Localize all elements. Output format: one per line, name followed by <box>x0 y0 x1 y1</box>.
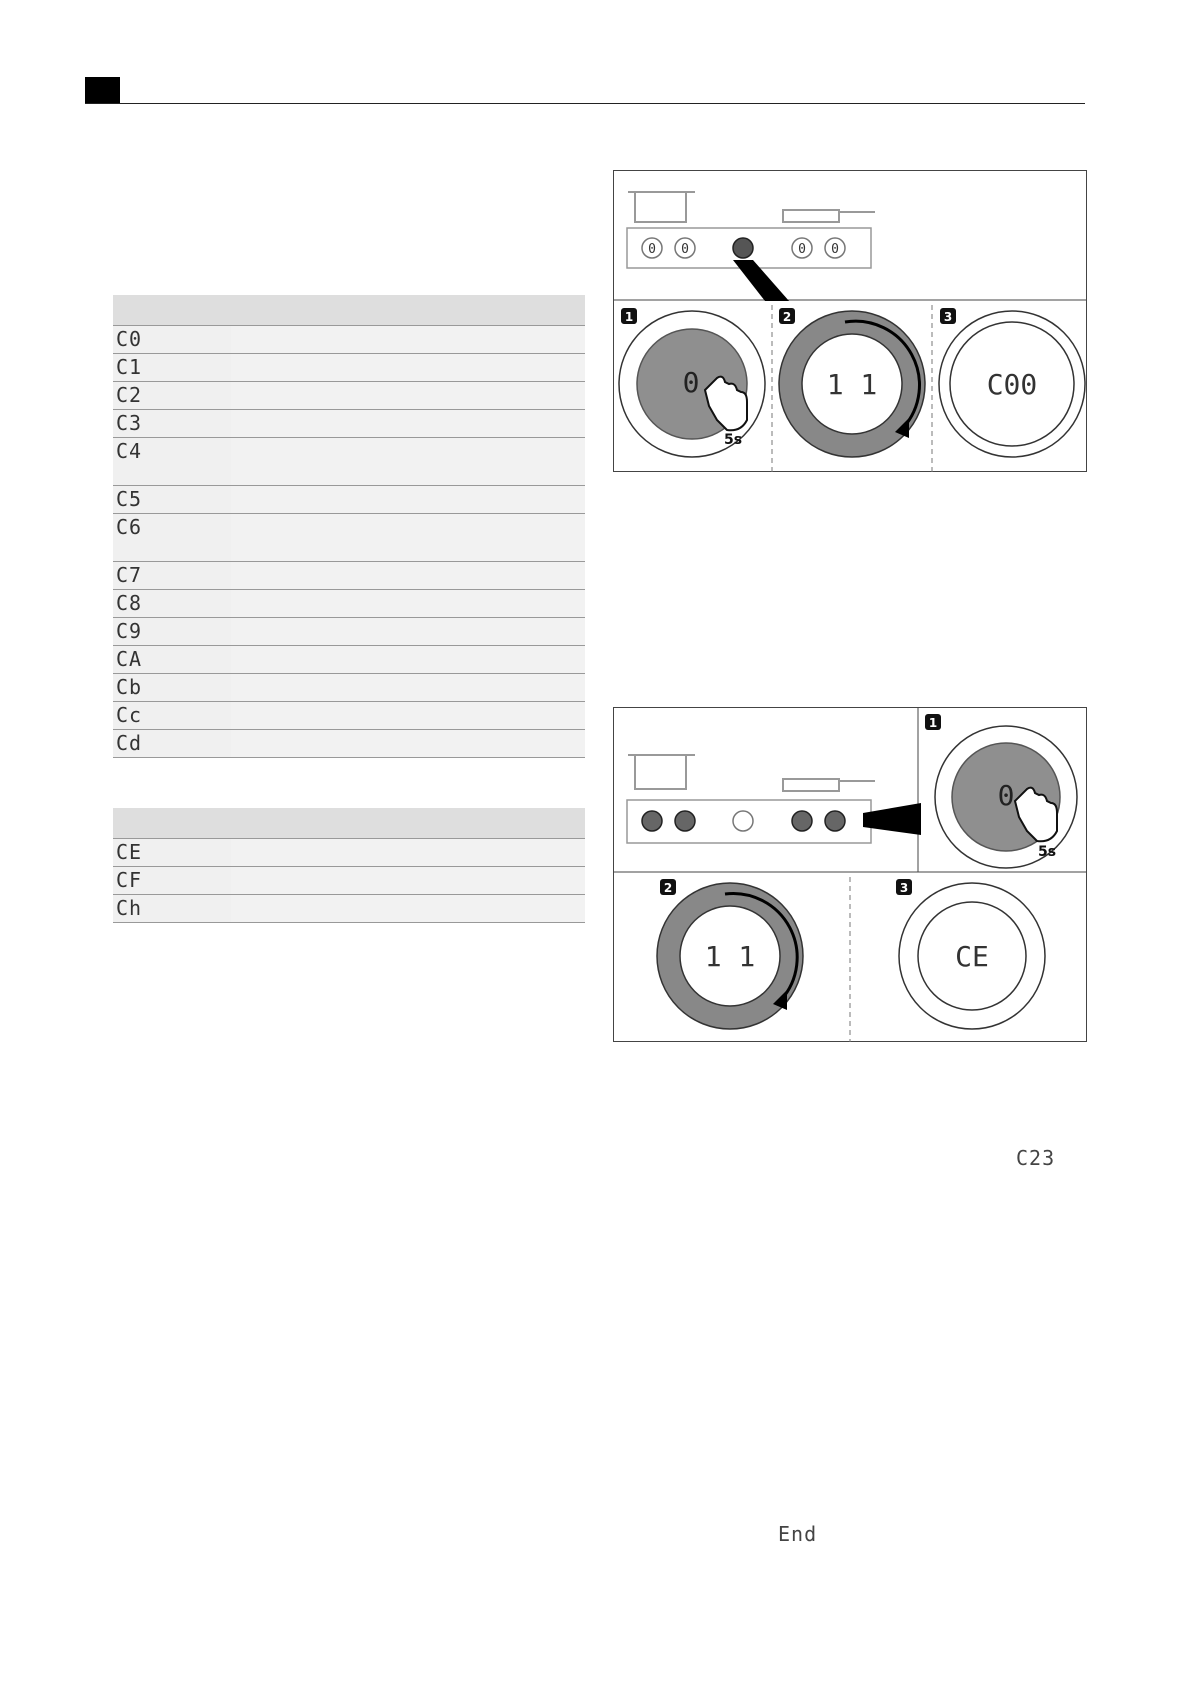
code-cell: CF <box>113 867 231 895</box>
table-row <box>113 839 585 867</box>
table-row <box>113 410 585 438</box>
page-header-tab <box>85 77 120 104</box>
code-cell: C3 <box>113 410 231 438</box>
zone-indicator-left-1 <box>642 811 662 831</box>
table-row <box>113 618 585 646</box>
table-row <box>113 514 585 562</box>
zone-display: 0 <box>681 242 689 257</box>
code-cell: Cc <box>113 702 231 730</box>
table-row <box>113 382 585 410</box>
zone-display: 0 <box>831 242 839 257</box>
knob-display: CE <box>955 940 989 973</box>
table-row <box>113 590 585 618</box>
knob-display: C00 <box>986 368 1038 401</box>
control-knob-center <box>733 238 753 258</box>
code-cell: C7 <box>113 562 231 590</box>
code-cell: CA <box>113 646 231 674</box>
step-number: 1 <box>928 716 938 730</box>
code-cell: C8 <box>113 590 231 618</box>
table-row <box>113 562 585 590</box>
code-cell: C4 <box>113 438 231 486</box>
code-cell: Cd <box>113 730 231 758</box>
code-cell: C1 <box>113 354 231 382</box>
code-cell: Ch <box>113 895 231 923</box>
table-row <box>113 730 585 758</box>
table-header-row <box>113 295 585 326</box>
codes-table-2 <box>113 808 585 923</box>
step-number: 1 <box>624 310 634 324</box>
table-row <box>113 867 585 895</box>
step-number: 3 <box>943 310 953 324</box>
knob-display: 1 1 <box>704 940 756 973</box>
table-row <box>113 486 585 514</box>
zone-indicator-right-2 <box>825 811 845 831</box>
table-row <box>113 702 585 730</box>
code-cell: C0 <box>113 326 231 354</box>
step-number: 3 <box>899 881 909 895</box>
table-row <box>113 895 585 923</box>
table-row <box>113 326 585 354</box>
table-row <box>113 438 585 486</box>
table-header-row <box>113 808 585 839</box>
table-row <box>113 646 585 674</box>
step-number: 2 <box>782 310 792 324</box>
figure-2 <box>613 707 1087 1042</box>
code-cell: C2 <box>113 382 231 410</box>
press-duration: 5s <box>1037 844 1057 860</box>
code-cell: C6 <box>113 514 231 562</box>
codes-table-1 <box>113 295 585 758</box>
knob-display: 1 1 <box>826 368 878 401</box>
step-number: 2 <box>663 881 673 895</box>
code-cell: CE <box>113 839 231 867</box>
code-cell: C5 <box>113 486 231 514</box>
zone-display: 0 <box>648 242 656 257</box>
table-row <box>113 674 585 702</box>
table-row <box>113 354 585 382</box>
control-knob-center <box>733 811 753 831</box>
code-cell: Cb <box>113 674 231 702</box>
inline-code-end: End <box>778 1522 818 1546</box>
knob-display: 0 <box>997 779 1015 812</box>
zone-display: 0 <box>798 242 806 257</box>
header-rule <box>85 103 1085 104</box>
inline-code-c23: C23 <box>1016 1146 1056 1170</box>
zone-indicator-right-1 <box>792 811 812 831</box>
zone-indicator-left-2 <box>675 811 695 831</box>
press-duration: 5s <box>723 432 743 448</box>
knob-display: 0 <box>682 366 700 399</box>
figure-1 <box>613 170 1087 472</box>
code-cell: C9 <box>113 618 231 646</box>
